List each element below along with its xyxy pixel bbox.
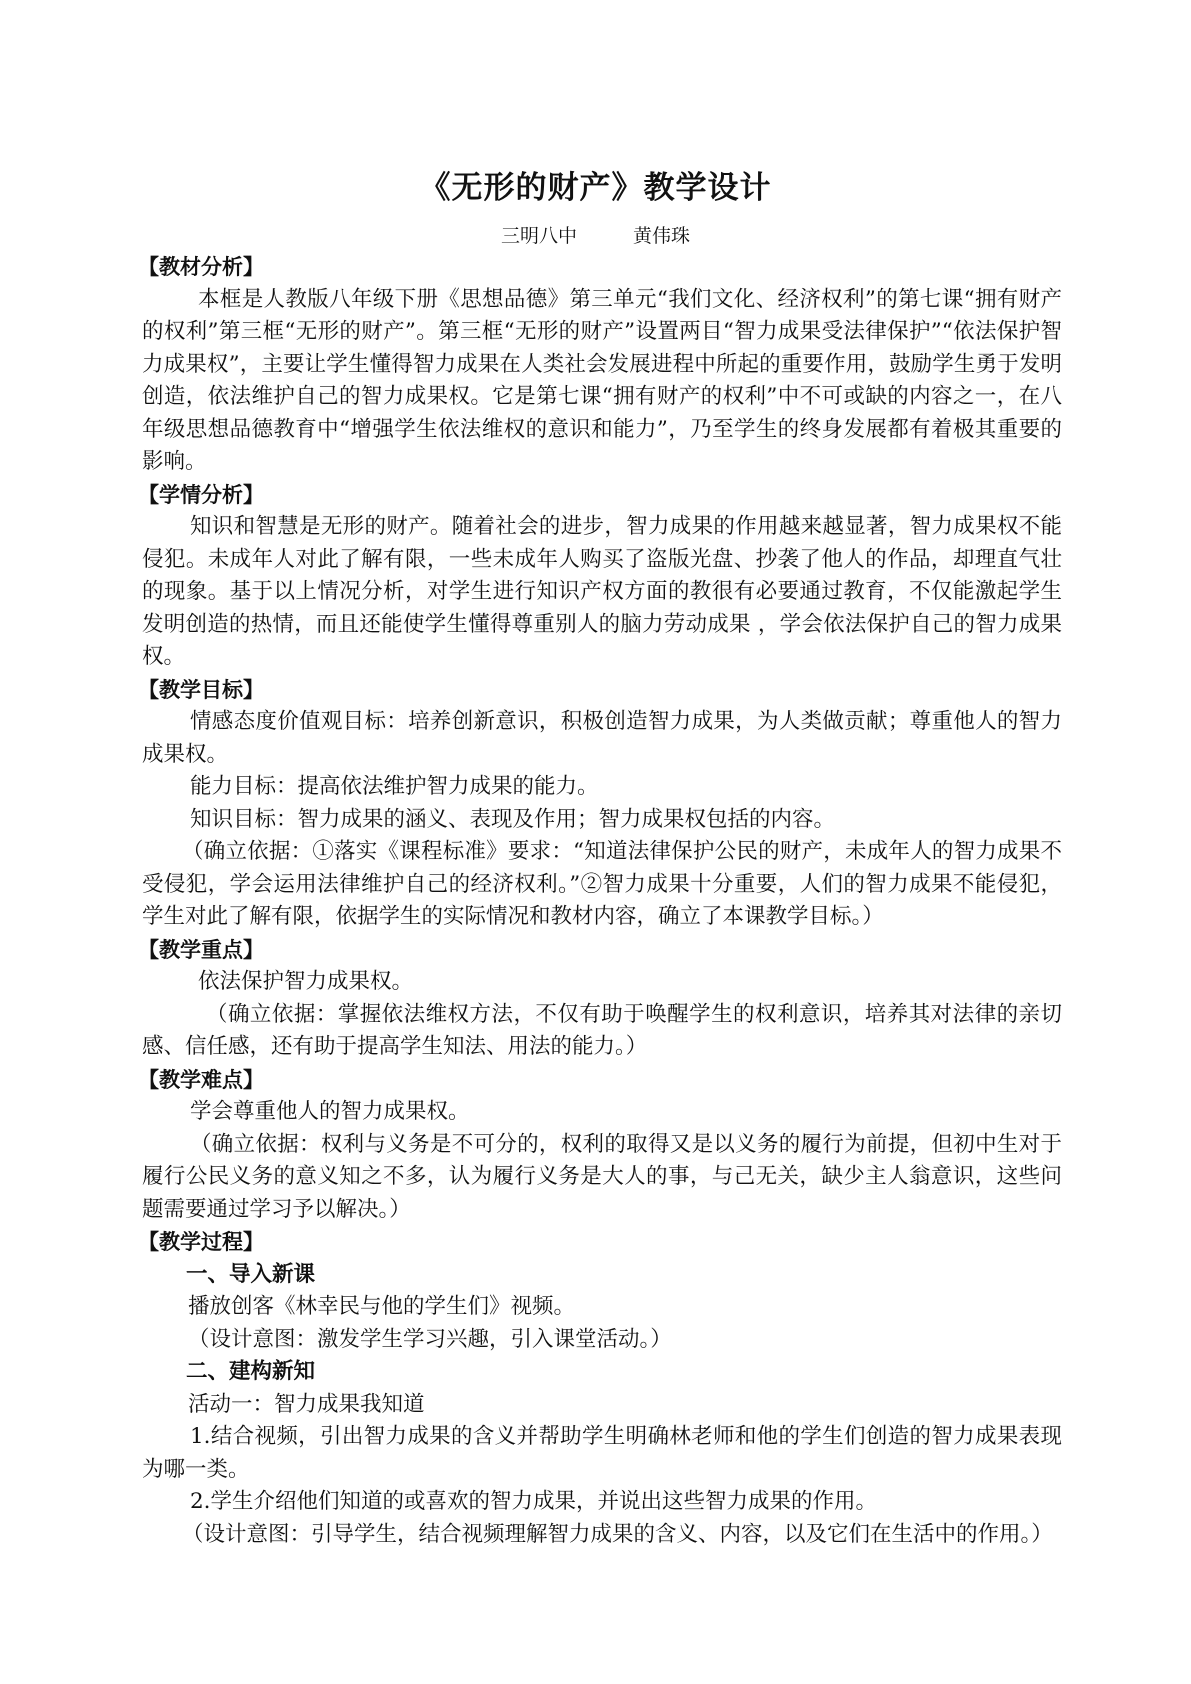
- section-heading-goals: 【教学目标】: [138, 677, 264, 702]
- process-part1-intent: （设计意图：激发学生学习兴趣，引入课堂活动。）: [188, 1326, 672, 1352]
- goal-basis: （确立依据：①落实《课程标准》要求：“知道法律保护公民的财产，未成年人的智力成果不受侵犯，学会运用法律维护自己的经济权利。”②智力成果十分重要，人们的智力成果不能侵犯，学生对此了解有限，依据学生的实际情况和教材内容，确立了本课教学目标。）: [142, 839, 1062, 929]
- section-heading-process: 【教学过程】: [138, 1230, 264, 1254]
- difficulty-text: 学会尊重他人的智力成果权。: [190, 1099, 470, 1124]
- goal-knowledge: 知识目标：智力成果的涵义、表现及作用；智力成果权包括的内容。: [190, 806, 836, 832]
- process-part1-text: 播放创客《林幸民与他的学生们》视频。: [188, 1294, 576, 1319]
- process-part1-title: 一、导入新课: [186, 1261, 316, 1287]
- byline-author: 黄伟珠: [633, 225, 691, 247]
- student-analysis-paragraph: 知识和智慧是无形的财产。随着社会的进步，智力成果的作用越来越显著，智力成果权不能侵犯。未成年人对此了解有限，一些未成年人购买了盗版光盘、抄袭了他人的作品，却理直气壮的现象。基于以上情况分析，对学生进行知识产权方面的教很有必要通过教育，不仅能激起学生发明创造的热情，而且还能使学生懂得尊重别人的脑力劳动成果 ，学会依法保护自己的智力成果权。: [142, 514, 1062, 669]
- byline-school: 三明八中: [500, 225, 577, 247]
- goal-emotion: 情感态度价值观目标：培养创新意识，积极创造智力成果，为人类做贡献；尊重他人的智力成果权。: [142, 709, 1062, 767]
- document-body: [138, 251, 1062, 1551]
- goal-ability: 能力目标：提高依法维护智力成果的能力。: [190, 774, 599, 799]
- textbook-analysis-paragraph: 本框是人教版八年级下册《思想品德》第三单元“我们文化、经济权利”的第七课“拥有财产的权利”第三框“无形的财产”。第三框“无形的财产”设置两目“智力成果受法律保护”“依法保护智力成果权”，主要让学生懂得智力成果在人类社会发展进程中所起的重要作用，鼓励学生勇于发明创造，依法维护自己的智力成果权。它是第七课“拥有财产的权利”中不可或缺的内容之一，在八年级思想品德教育中“增强学生依法维权的意识和能力”，乃至学生的终身发展都有着极其重要的影响。: [142, 286, 1062, 474]
- process-part2-title: 二、建构新知: [186, 1359, 316, 1384]
- section-heading-difficulty: 【教学难点】: [138, 1067, 264, 1092]
- section-heading-student-analysis: 【学情分析】: [138, 482, 264, 507]
- document-title: 《无形的财产》教学设计: [419, 170, 772, 206]
- process-intent2: （设计意图：引导学生，结合视频理解智力成果的含义、内容，以及它们在生活中的作用。）: [182, 1521, 1053, 1547]
- key-point-basis: （确立依据：掌握依法维权方法，不仅有助于唤醒学生的权利意识，培养其对法律的亲切感、信任感，还有助于提高学生知法、用法的能力。）: [142, 1001, 1062, 1059]
- key-point-text: 依法保护智力成果权。: [198, 969, 414, 994]
- section-heading-textbook-analysis: 【教材分析】: [138, 255, 264, 279]
- process-item2: 2.学生介绍他们知道的或喜欢的智力成果，并说出这些智力成果的作用。: [190, 1489, 878, 1514]
- process-activity1: 活动一：智力成果我知道: [188, 1391, 425, 1417]
- difficulty-basis: （确立依据：权利与义务是不可分的，权利的取得又是以义务的履行为前提，但初中生对于履行公民义务的意义知之不多，认为履行义务是大人的事，与己无关，缺少主人翁意识，这些问题需要通过学习予以解决。）: [142, 1131, 1062, 1222]
- byline: [0, 222, 1191, 250]
- section-heading-key-point: 【教学重点】: [138, 937, 264, 962]
- process-item1: 1.结合视频，引出智力成果的含义并帮助学生明确林老师和他的学生们创造的智力成果表现为哪一类。: [142, 1424, 1062, 1482]
